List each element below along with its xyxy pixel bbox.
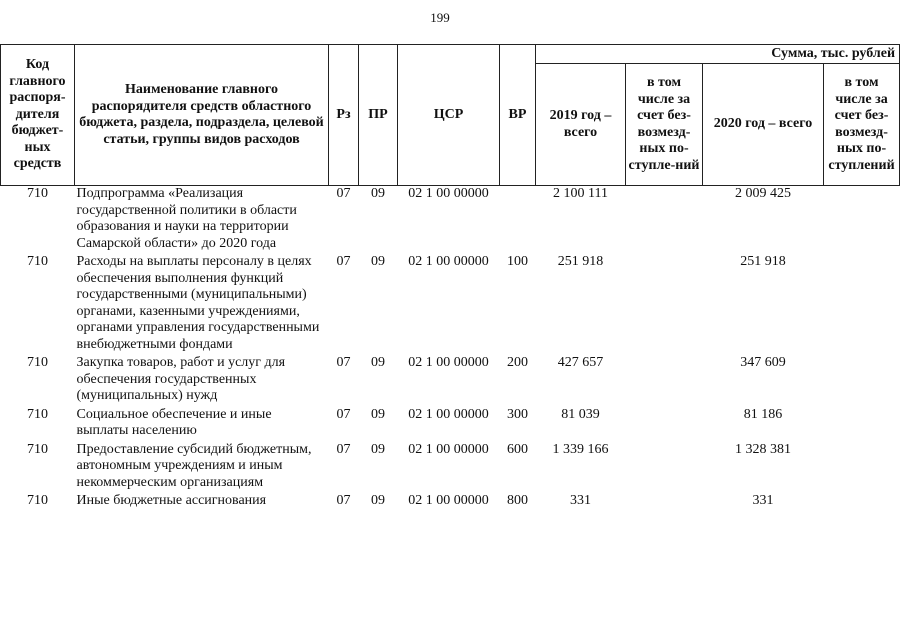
cell-vr: 300 <box>507 406 528 422</box>
cell-free2020 <box>824 355 900 407</box>
cell-y2020: 2 009 425 <box>735 186 791 201</box>
cell-vr: 600 <box>507 441 528 457</box>
cell-rz: 07 <box>336 441 351 457</box>
cell-free2019 <box>626 355 703 407</box>
header-y2019: 2019 год – всего <box>536 64 626 186</box>
cell-free2019 <box>626 493 703 512</box>
cell-code: 710 <box>27 493 48 508</box>
header-vr: ВР <box>500 45 536 186</box>
cell-vr: 200 <box>507 355 528 370</box>
cell-rz: 07 <box>336 254 351 269</box>
cell-pr: 09 <box>371 493 385 508</box>
cell-pr: 09 <box>371 441 385 457</box>
header-code: Код главного распоря-дителя бюджет-ных средств <box>1 45 75 186</box>
cell-pr: 09 <box>371 254 385 269</box>
cell-name: Подпрограмма «Реализация государственной политики в области образования и науки на территории Самарской области» до 2020 года <box>76 186 297 251</box>
cell-name: Предоставление субсидий бюджетным, автономным учреждениям и иным некоммерческим организациям <box>76 441 312 490</box>
header-pr: ПР <box>359 45 398 186</box>
header-name: Наименование главного распорядителя средств областного бюджета, раздела, подраздела, целевой статьи, группы видов расходов <box>75 45 329 186</box>
cell-y2019: 427 657 <box>557 355 604 370</box>
cell-free2020 <box>824 493 900 512</box>
cell-rz: 07 <box>336 355 351 370</box>
cell-csr: 02 1 00 00000 <box>408 406 489 422</box>
cell-y2019: 81 039 <box>561 406 600 422</box>
cell-csr: 02 1 00 00000 <box>408 441 489 457</box>
cell-y2019: 251 918 <box>557 254 604 269</box>
cell-rz: 07 <box>336 186 351 201</box>
cell-name: Социальное обеспечение и иные выплаты населению <box>76 406 272 438</box>
cell-free2019 <box>626 442 703 494</box>
cell-code: 710 <box>27 186 48 201</box>
table-row <box>1 493 900 512</box>
cell-code: 710 <box>27 441 48 457</box>
cell-rz: 07 <box>336 406 351 422</box>
cell-pr: 09 <box>371 406 385 422</box>
cell-code: 710 <box>27 355 48 370</box>
table-row <box>1 254 900 355</box>
cell-vr: 800 <box>507 493 528 508</box>
cell-rz: 07 <box>336 493 351 508</box>
cell-y2020: 347 609 <box>740 355 786 370</box>
cell-pr: 09 <box>371 355 385 370</box>
cell-csr: 02 1 00 00000 <box>408 254 489 269</box>
table-row <box>1 355 900 407</box>
table-row <box>1 442 900 494</box>
table-body <box>1 186 900 512</box>
cell-y2019: 1 339 166 <box>552 441 609 457</box>
cell-y2020: 331 <box>752 493 774 508</box>
cell-free2019 <box>626 254 703 355</box>
header-free2020: в том числе за счет без-возмезд-ных по-ступлений <box>824 64 900 186</box>
cell-y2020: 81 186 <box>743 406 783 422</box>
cell-y2019: 331 <box>570 493 591 508</box>
table-header <box>1 45 900 186</box>
cell-pr: 09 <box>371 186 385 201</box>
cell-vr <box>500 186 536 255</box>
cell-code: 710 <box>27 254 48 269</box>
cell-csr: 02 1 00 00000 <box>408 493 489 508</box>
cell-free2020 <box>824 442 900 494</box>
budget-table <box>0 44 900 512</box>
cell-free2020 <box>824 407 900 442</box>
header-y2020: 2020 год – всего <box>703 64 824 186</box>
cell-y2020: 1 328 381 <box>735 441 791 457</box>
cell-free2020 <box>824 186 900 255</box>
cell-code: 710 <box>27 406 48 422</box>
cell-vr: 100 <box>507 254 528 269</box>
header-csr: ЦСР <box>398 45 500 186</box>
cell-free2019 <box>626 186 703 255</box>
cell-y2020: 251 918 <box>740 254 786 269</box>
cell-name: Закупка товаров, работ и услуг для обеспечения государственных (муниципальных) нужд <box>76 355 286 403</box>
table-row <box>1 186 900 255</box>
cell-csr: 02 1 00 00000 <box>408 355 489 370</box>
header-sum: Сумма, тыс. рублей <box>536 45 900 64</box>
table-row <box>1 407 900 442</box>
cell-free2019 <box>626 407 703 442</box>
cell-free2020 <box>824 254 900 355</box>
header-rz: Рз <box>329 45 359 186</box>
cell-csr: 02 1 00 00000 <box>408 186 489 201</box>
header-free2019: в том числе за счет без-возмезд-ных по-ступле-ний <box>626 64 703 186</box>
cell-name: Расходы на выплаты персоналу в целях обеспечения выполнения функций государственными (муниципальными) органами, казенными учреждениями, органами управления государственными внебюджетными фондами <box>76 254 320 352</box>
cell-name: Иные бюджетные ассигнования <box>76 493 267 508</box>
cell-y2019: 2 100 111 <box>553 186 608 201</box>
page-number: 199 <box>430 10 450 25</box>
